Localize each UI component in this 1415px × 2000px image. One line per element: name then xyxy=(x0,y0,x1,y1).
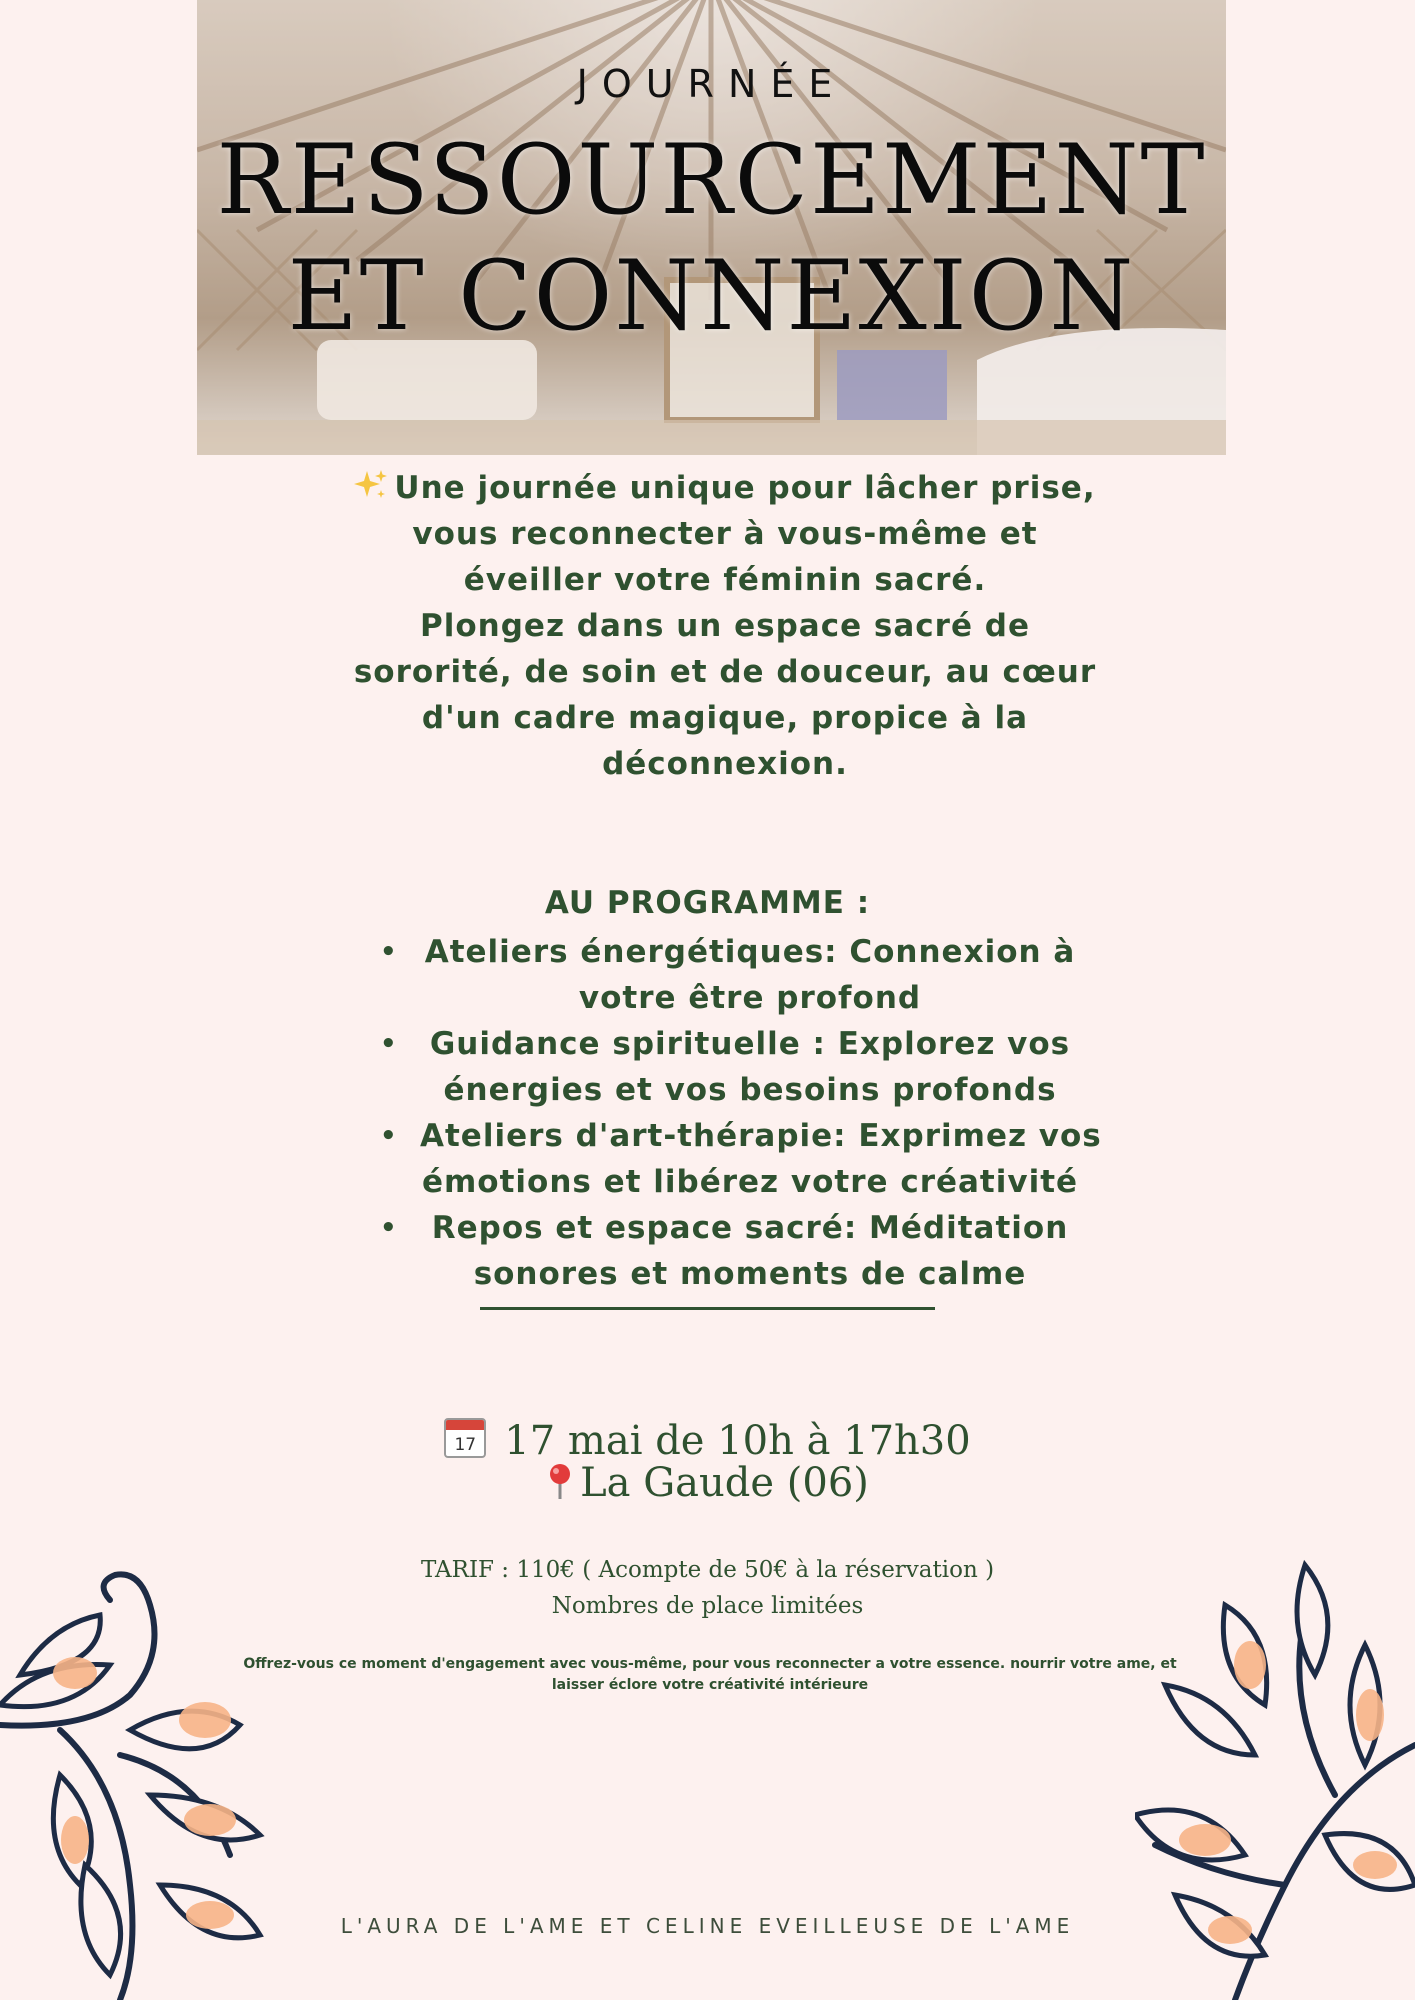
list-item: • Ateliers d'art-thérapie: Exprimez vos émotions et libérez votre créativité xyxy=(380,1113,1080,1205)
tarif-places: Nombres de place limitées xyxy=(551,1593,864,1619)
header-photo xyxy=(197,0,1226,455)
intro-line-6: d'un cadre magique, propice à la xyxy=(421,700,1029,736)
bullet-icon: • xyxy=(380,1121,398,1151)
sparkles-icon xyxy=(354,468,388,502)
header-title-line2: ET CONNEXION xyxy=(287,240,1136,352)
intro-line-4: Plongez dans un espace sacré de xyxy=(420,608,1030,644)
intro-line-3: éveiller votre féminin sacré. xyxy=(463,562,987,598)
program-list xyxy=(380,929,1102,1297)
intro-line-7: déconnexion. xyxy=(602,746,848,782)
list-item: • Repos et espace sacré: Méditation sonores et moments de calme xyxy=(380,1205,1080,1297)
bullet-icon: • xyxy=(380,1029,398,1059)
intro-line-5: sororité, de soin et de douceur, au cœur xyxy=(353,654,1097,690)
header-kicker: JOURNÉE xyxy=(576,62,847,106)
event-place: La Gaude (06) xyxy=(0,1460,1415,1506)
bullet-icon: • xyxy=(380,1213,398,1243)
footer-credits: L'AURA DE L'AME ET CELINE EVEILLEUSE DE L'AME xyxy=(340,1914,1075,1938)
tarif-price: TARIF : 110€ ( Acompte de 50€ à la réservation ) xyxy=(420,1557,995,1583)
offer-text: Offrez-vous ce moment d'engagement avec vous-même, pour vous reconnecter a votre essence. nourrir votre ame, et laisser éclore votre créativité intérieure xyxy=(243,1656,1177,1693)
section-divider xyxy=(480,1307,935,1310)
calendar-icon: 17 xyxy=(444,1418,486,1458)
intro-line-2: vous reconnecter à vous-même et xyxy=(412,516,1038,552)
pin-icon xyxy=(546,1462,574,1500)
program-title: AU PROGRAMME : xyxy=(544,885,871,921)
event-date: 17 17 mai de 10h à 17h30 xyxy=(0,1418,1415,1464)
header-title-line1: RESSOURCEMENT xyxy=(216,124,1207,236)
list-item: • Guidance spirituelle : Explorez vos énergies et vos besoins profonds xyxy=(380,1021,1080,1113)
intro-text xyxy=(330,465,1120,787)
bullet-icon: • xyxy=(380,937,398,967)
intro-line-1: Une journée unique pour lâcher prise, xyxy=(330,465,1120,511)
list-item: • Ateliers énergétiques: Connexion à votre être profond xyxy=(380,929,1080,1021)
